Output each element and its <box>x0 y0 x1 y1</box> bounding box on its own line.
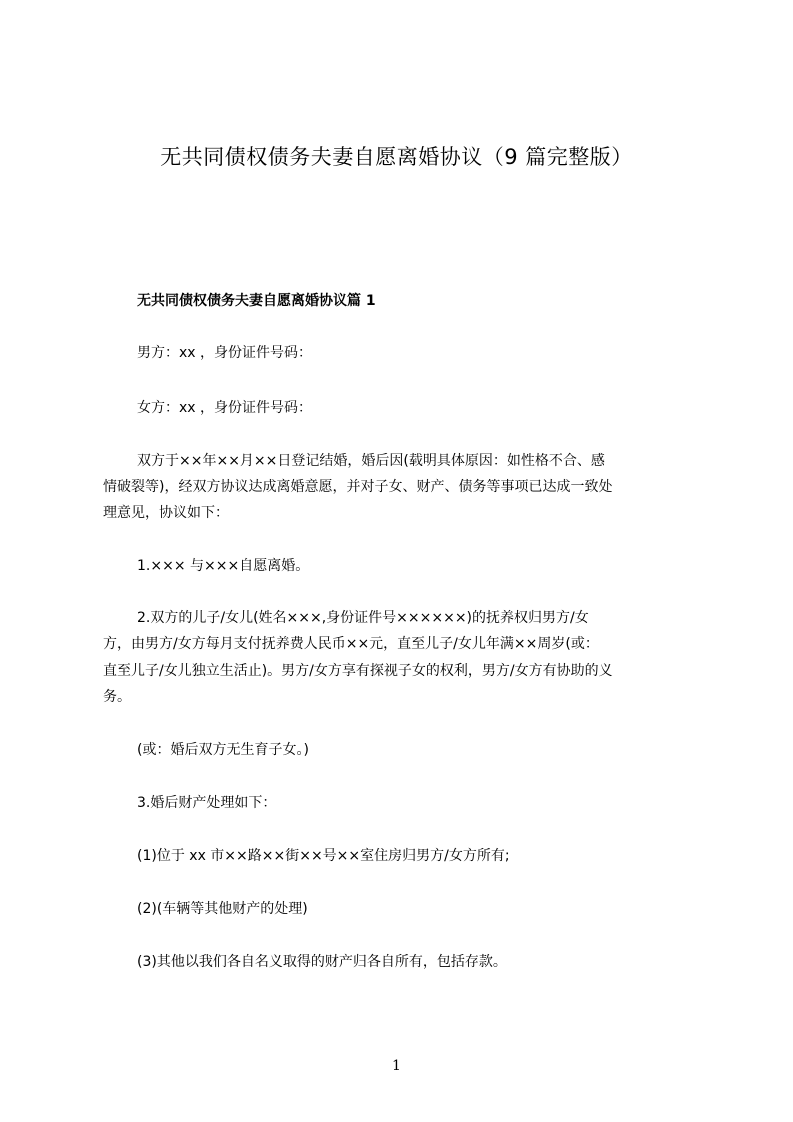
male-party-line: 男方：xx ，身份证件号码： <box>137 345 313 361</box>
agreement-item-3: 3.婚后财产处理如下： <box>137 795 277 811</box>
agreement-item-2-line: 务。 <box>103 689 131 705</box>
agreement-item-1: 1.××× 与×××自愿离婚。 <box>137 558 310 574</box>
agreement-item-2-line: 2.双方的儿子/女儿(姓名×××,身份证件号××××××)的抚养权归男方/女 <box>137 610 589 626</box>
agreement-item-2-line: 直至儿子/女儿独立生活止)。男方/女方享有探视子女的权利，男方/女方有协助的义 <box>103 663 613 679</box>
female-party-line: 女方：xx ，身份证件号码： <box>137 400 313 416</box>
agreement-item-2-line: 方，由男方/女方每月支付抚养费人民币××元，直至儿子/女儿年满××周岁(或： <box>103 636 599 652</box>
agreement-item-2-alternative: (或：婚后双方无生育子女。) <box>137 742 309 758</box>
page-number: 1 <box>392 1058 401 1074</box>
intro-paragraph-line: 情破裂等)，经双方协议达成离婚意愿，并对子女、财产、债务等事项已达成一致处 <box>103 479 613 495</box>
section-heading: 无共同债权债务夫妻自愿离婚协议篇 1 <box>137 293 376 309</box>
page-title: 无共同债权债务夫妻自愿离婚协议（9 篇完整版） <box>160 145 633 169</box>
intro-paragraph-line: 双方于××年××月××日登记结婚，婚后因(载明具体原因：如性格不合、感 <box>137 453 605 469</box>
property-clause-1: (1)位于 xx 市××路××街××号××室住房归男方/女方所有; <box>137 848 510 864</box>
property-clause-2: (2)(车辆等其他财产的处理) <box>137 901 308 917</box>
intro-paragraph-line: 理意见，协议如下： <box>103 505 229 521</box>
property-clause-3: (3)其他以我们各自名义取得的财产归各自所有，包括存款。 <box>137 954 507 970</box>
